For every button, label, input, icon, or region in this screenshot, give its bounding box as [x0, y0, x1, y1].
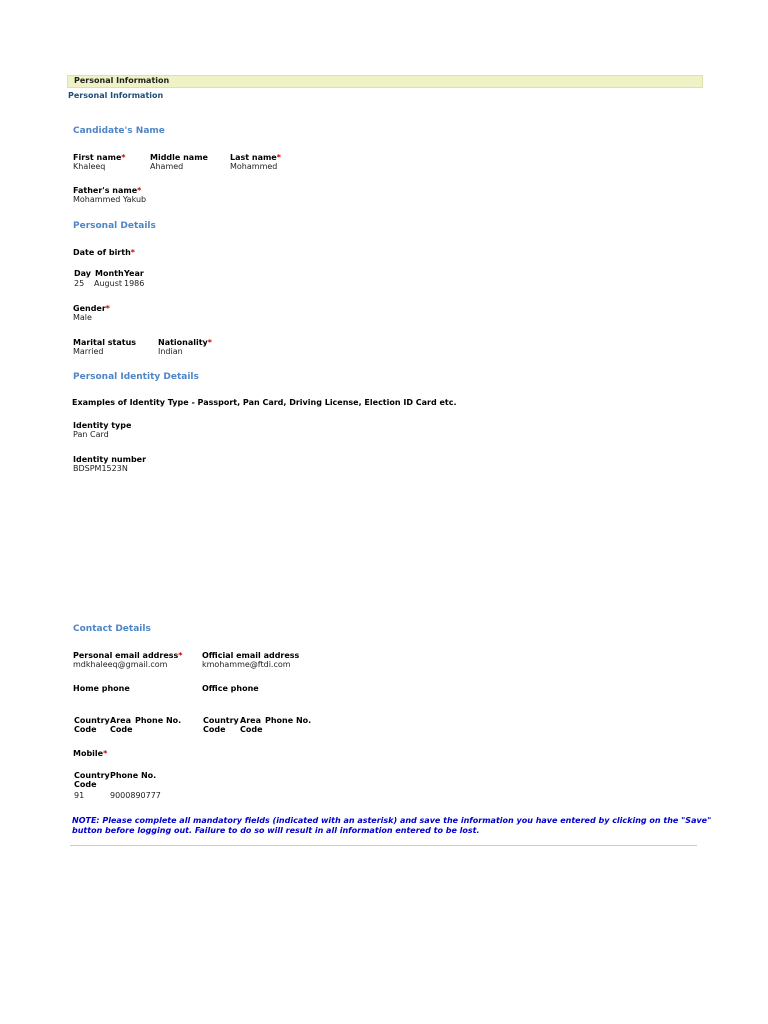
required-marker: *	[103, 749, 108, 758]
home-country-code-header: Country Code	[74, 716, 110, 734]
identity-type-label: Identity type	[73, 421, 132, 430]
office-phone-label: Office phone	[202, 684, 259, 693]
last-name-value: Mohammed	[230, 162, 278, 171]
required-marker: *	[130, 248, 135, 257]
office-country-code-header: Country Code	[203, 716, 239, 734]
identity-number-label: Identity number	[73, 455, 147, 464]
first-name-label: First name	[73, 153, 122, 162]
personal-email-value: mdkhaleeq@gmail.com	[73, 660, 168, 669]
identity-number-value: BDSPM1523N	[73, 464, 128, 473]
dob-year-label: Year	[124, 269, 144, 278]
official-email-label: Official email address	[202, 651, 300, 660]
required-marker: *	[276, 153, 281, 162]
identity-type-field	[73, 421, 131, 439]
first-name-field	[73, 153, 126, 171]
nationality-label: Nationality	[158, 338, 208, 347]
dob-month-value: August	[94, 279, 122, 288]
middle-name-label: Middle name	[150, 153, 208, 162]
last-name-field	[230, 153, 281, 171]
home-area-code-header: Area Code	[110, 716, 133, 734]
first-name-value: Khaleeq	[73, 162, 106, 171]
section-contact: Contact Details	[73, 624, 151, 634]
mandatory-fields-note: NOTE: Please complete all mandatory fields (indicated with an asterisk) and save the information you have entered by clicking on the "Save" button before logging out. Failure to do so will result in all information entered to be lost.	[72, 816, 712, 835]
nationality-value: Indian	[158, 347, 183, 356]
fathers-name-field	[73, 186, 146, 204]
dob-day-value: 25	[74, 279, 85, 288]
bottom-divider	[70, 845, 697, 846]
personal-email-field	[73, 651, 182, 669]
required-marker: *	[137, 186, 142, 195]
office-area-code-header: Area Code	[240, 716, 263, 734]
fathers-name-label: Father's name	[73, 186, 138, 195]
section-personal-details: Personal Details	[73, 221, 156, 231]
mobile-label: Mobile*	[73, 749, 108, 758]
gender-field	[73, 304, 110, 322]
middle-name-value: Ahamed	[150, 162, 184, 171]
required-marker: *	[207, 338, 212, 347]
office-phone-no-header: Phone No.	[265, 716, 312, 725]
middle-name-field	[150, 153, 208, 171]
dob-label: Date of birth*	[73, 248, 135, 257]
gender-value: Male	[73, 313, 92, 322]
gender-label: Gender	[73, 304, 106, 313]
identity-number-field	[73, 455, 146, 473]
personal-email-label: Personal email address	[73, 651, 179, 660]
nationality-field	[158, 338, 212, 356]
section-candidate-name: Candidate's Name	[73, 126, 165, 136]
mobile-phone-value: 9000890777	[110, 791, 161, 800]
official-email-value: kmohamme@ftdi.com	[202, 660, 291, 669]
marital-status-field	[73, 338, 136, 356]
dob-year-value: 1986	[124, 279, 145, 288]
identity-type-value: Pan Card	[73, 430, 109, 439]
home-phone-no-header: Phone No.	[135, 716, 182, 725]
identity-examples: Examples of Identity Type - Passport, Pan Card, Driving License, Election ID Card etc.	[72, 398, 457, 407]
mobile-phone-no-header: Phone No.	[110, 771, 157, 780]
required-marker: *	[178, 651, 183, 660]
dob-day-label: Day	[74, 269, 92, 278]
required-marker: *	[105, 304, 110, 313]
mobile-country-code-value: 91	[74, 791, 85, 800]
marital-status-value: Married	[73, 347, 104, 356]
official-email-field	[202, 651, 299, 669]
page-subheading: Personal Information	[68, 91, 164, 100]
dob-month-label: Month	[95, 269, 124, 278]
required-marker: *	[121, 153, 126, 162]
marital-status-label: Marital status	[73, 338, 137, 347]
home-phone-label: Home phone	[73, 684, 130, 693]
last-name-label: Last name	[230, 153, 277, 162]
mobile-country-code-header: Country Code	[74, 771, 110, 789]
header-title: Personal Information	[74, 76, 170, 85]
fathers-name-value: Mohammed Yakub	[73, 195, 147, 204]
section-identity: Personal Identity Details	[73, 372, 199, 382]
